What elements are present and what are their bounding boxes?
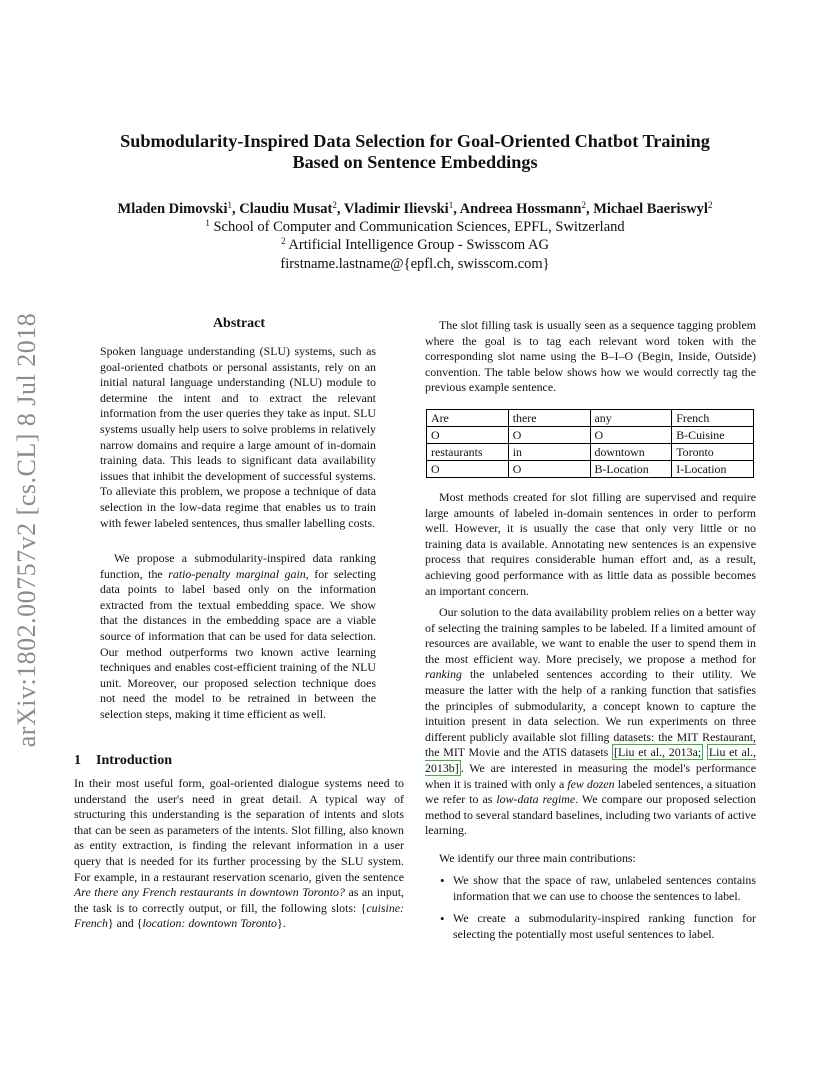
title-line-2: Based on Sentence Embeddings <box>292 152 538 172</box>
right-paragraph-2: Most methods created for slot filling are supervised and require large amounts of labeled in-domain sentences in order to perform well. However, it is usually the case that only very little or no training data is available. Annotating new sentences is an expensive process that requires considerable human effort and, as a result, achieving good performance with as little data as possible becomes an important concern. <box>425 490 756 598</box>
affiliation-1: $^1$ School of Computer and Communication Sciences, EPFL, Switzerland <box>205 218 625 235</box>
table-row: Are there any French <box>427 410 754 427</box>
title-line-1: Submodularity-Inspired Data Selection for Goal-Oriented Chatbot Training <box>120 131 710 151</box>
right-paragraph-3: Our solution to the data availability problem relies on a better way of selecting the training samples to be labeled. If a limited amount of resources are available, we want to enable the user to spend them in the most efficient way. More precisely, we propose a method for ranking the unlabeled sentences according to their utility. We measure the latter with the help of a ranking function that satisfies the principles of submodularity, a concept known to capture the intuition present in data selection. We run experiments on three different publicly available slot filling datasets: the MIT Restaurant, the MIT Movie and the ATIS datasets [Liu et al., 2013a; Liu et al., 2013b] . We are interested in measuring the model's performance when it is trained with only a few dozen labeled sentences, a situation we refer to as low-data regime. We compare our proposed selection method to several standard baselines, including two variants of active learning. <box>425 605 756 838</box>
arxiv-stamp: arXiv:1802.00757v2 [cs.CL] 8 Jul 2018 <box>12 312 41 748</box>
author: Michael Baeriswyl$^2$ <box>593 200 713 217</box>
section-heading-introduction: 1 Introduction <box>74 753 172 768</box>
right-paragraph-1: The slot filling task is usually seen as a sequence tagging problem where the goal is to tag each relevant word token with the corresponding slot name using the B–I–O (Begin, Inside, Outside) convention. The table below shows how we would correctly tag the previous example sentence. <box>425 318 756 395</box>
author-email: firstname.lastname@{epfl.ch, swisscom.com} <box>280 256 550 272</box>
table-row: O O O B-Cuisine <box>427 427 754 444</box>
author: Vladimir Ilievski$^1$ <box>343 200 454 217</box>
list-item: • We show that the space of raw, unlabeled sentences contains information that we can use to choose the sentences to label. <box>438 873 756 904</box>
author: Claudiu Musat$^2$ <box>239 200 337 217</box>
author-list: Mladen Dimovski$^1$, Claudiu Musat$^2$, Vladimir Ilievski$^1$, Andreea Hossmann$^2$, Michael Baeriswyl$^2$ <box>117 200 713 217</box>
citation-link[interactable]: [Liu et al., 2013a; <box>614 745 702 760</box>
table-row: O O B-Location I-Location <box>427 461 754 478</box>
list-item: • We create a submodularity-inspired ranking function for selecting the potentially most useful sentences to label. <box>438 911 756 942</box>
author: Mladen Dimovski$^1$ <box>117 200 232 217</box>
citation-link[interactable]: Liu et al., 2013b] <box>425 745 756 775</box>
abstract-heading: Abstract <box>212 316 266 331</box>
bio-tagging-table <box>426 409 754 478</box>
right-paragraph-4: We identify our three main contributions: <box>439 851 636 865</box>
abstract-paragraph-2: We propose a submodularity-inspired data ranking function, the ratio-penalty marginal gain, for selecting data points to label based only on the information extracted from the textual embedding space. We show that the distances in the embedding space are a viable source of information that can be used for data selection. Our method outperforms two known active learning techniques and enables cost-efficient training of the NLU unit. Moreover, our proposed selection technique does not need the model to be retrained in between the selection steps, making it time efficient as well. <box>100 551 376 721</box>
paper-title <box>80 131 750 173</box>
table-row: restaurants in downtown Toronto <box>427 444 754 461</box>
abstract-paragraph-1: Spoken language understanding (SLU) systems, such as goal-oriented chatbots or personal assistants, rely on an initial natural language understanding (NLU) module to determine the intent and to extract the relevant information from the user queries they take as input. SLU systems usually help users to solve problems in relatively narrow domains and require a large amount of in-domain training data. This leads to significant data availability issues that inhibit the development of successful systems. To alleviate this problem, we propose a technique of data selection in the low-data regime that enables us to train with fewer labeled sentences, thus smaller labelling costs. <box>100 344 376 530</box>
affiliation-2: $^2$ Artificial Intelligence Group - Swisscom AG <box>281 236 549 253</box>
intro-paragraph-1: In their most useful form, goal-oriented dialogue systems need to understand the user's need in great detail. A typical way of structuring this understanding is the separation of intents and slots that can be seen as parameters of the intents. Slot filling, also known as entity extraction, is finding the relevant information in a user query that is needed for its further processing by the SLU system. For example, in a restaurant reservation scenario, given the sentence Are there any French restaurants in downtown Toronto? as an input, the task is to correctly output, or fill, the following slots: {cuisine: French} and {location: downtown Toronto}. <box>74 776 404 931</box>
author: Andreea Hossmann$^2$ <box>459 200 586 217</box>
contributions-list <box>438 873 756 949</box>
